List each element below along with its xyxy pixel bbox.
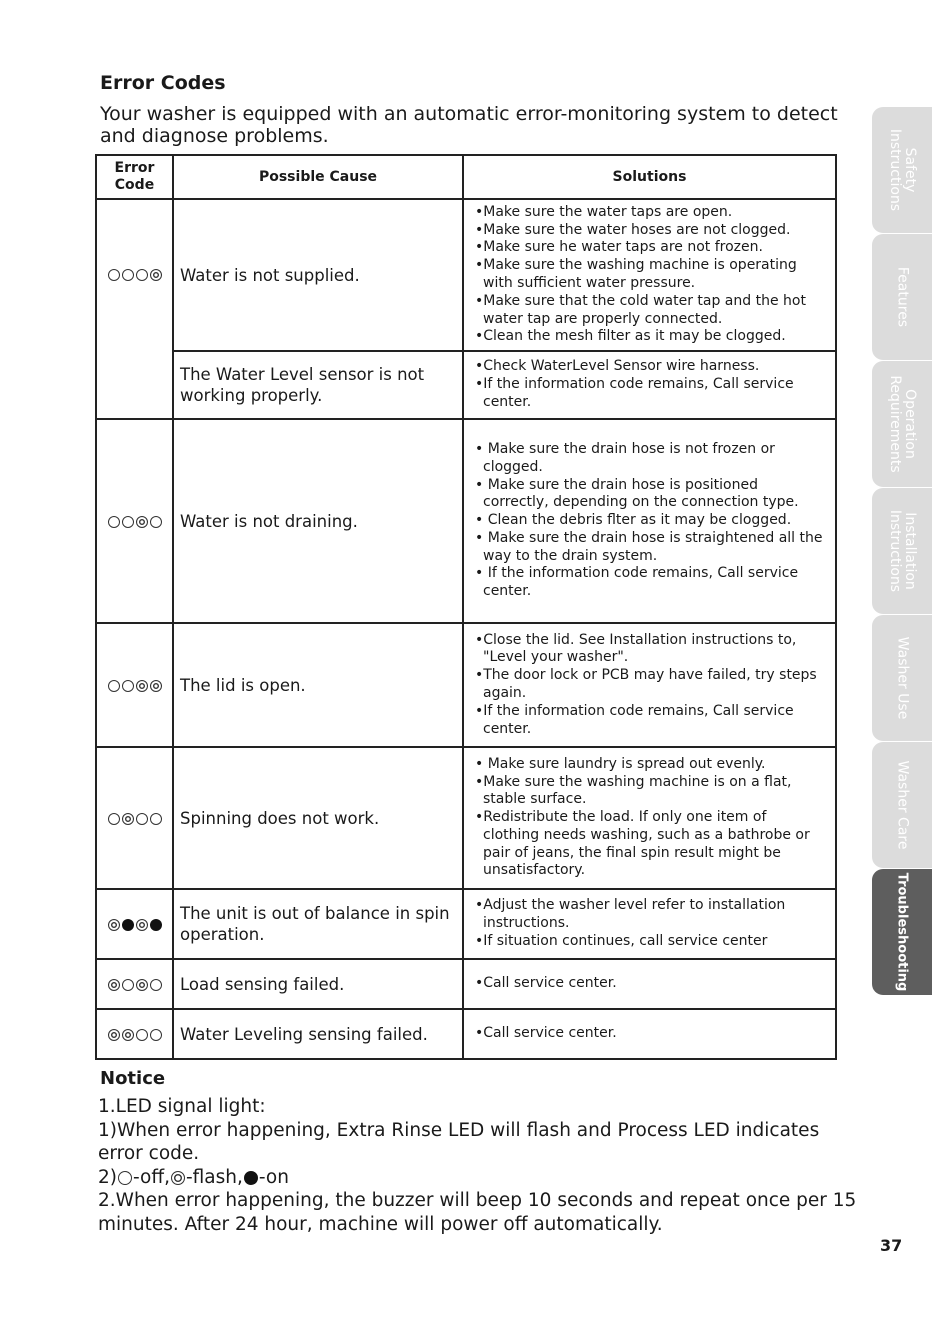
solution-item: •Make sure he water taps are not frozen. [475,239,763,256]
led-flash-icon [122,813,134,825]
solution-item: •If situation continues, call service center [475,932,768,949]
solutions-cell [463,747,836,889]
notice-line-1: 1.LED signal light: [98,1096,266,1117]
led-off-icon [122,979,134,991]
solution-item: •If the information code remains, Call service center. [475,376,794,410]
possible-cause-cell: Water is not supplied. [173,199,463,351]
solution-item: •Make sure the water hoses are not clogged. [475,221,791,238]
solution-item: •The door lock or PCB may have failed, try steps again. [475,667,817,701]
solution-item: •Adjust the washer level refer to installation instructions. [475,897,786,932]
solution-item: •Check WaterLevel Sensor wire harness. [475,358,760,375]
led-on-icon [244,1171,258,1185]
led-flash-icon [171,1171,185,1185]
solution-item: •Make sure the washing machine is operating with sufficient water pressure. [475,257,797,291]
solution-item: •If the information code remains, Call service center. [475,702,794,737]
led-off-icon [136,269,148,281]
side-tab-label: Washer Use [894,636,911,720]
led-flash-icon [136,919,148,931]
notice-line-2: 1)When error happening, Extra Rinse LED will flash and Process LED indicates error code. [98,1119,820,1165]
side-tab-installation-instructions[interactable] [872,488,932,614]
table-row [96,747,836,889]
side-tab-features[interactable] [872,234,932,360]
side-tab-label: Operation Requirements [887,375,918,473]
solution-item: • Make sure laundry is spread out evenly. [475,755,766,772]
error-code-cell [96,199,173,419]
solutions-cell [463,889,836,959]
side-tab-washer-use[interactable] [872,615,932,741]
table-row [96,419,836,623]
side-tab-operation-requirements[interactable] [872,361,932,487]
led-off-icon [150,516,162,528]
solution-item: •Redistribute the load. If only one item of clothing needs washing, such as a bathrobe or pair of jeans, the final spin result might be unsatisfactory. [475,809,810,879]
possible-cause-cell: The lid is open. [173,623,463,747]
solutions-cell [463,419,836,623]
error-code-cell [96,747,173,889]
header-solutions: Solutions [463,155,836,199]
table-row [96,1009,836,1059]
table-row [96,351,836,419]
solution-item: •Clean the mesh filter as it may be clogged. [475,328,786,345]
solution-item: •Make sure the water taps are open. [475,203,733,220]
notice-led-legend: 2) -off, -flash, -on [98,1166,289,1188]
solutions-cell [463,1009,836,1059]
led-off-icon [150,1029,162,1041]
solution-item: •Make sure that the cold water tap and the hot water tap are properly connected. [475,292,806,327]
led-flash-icon [108,1029,120,1041]
side-tab-washer-care[interactable] [872,742,932,868]
solution-item: •Call service center. [475,975,617,992]
led-indicator-group [107,979,163,991]
solution-item: • Make sure the drain hose is positioned correctly, depending on the connection type. [475,476,799,511]
notice-text [98,1095,858,1237]
led-flash-icon [136,680,148,692]
side-navigation-tabs [872,107,932,996]
solution-item: • Make sure the drain hose is straightened all the way to the drain system. [475,529,823,564]
led-flash-icon [108,919,120,931]
led-indicator-group [107,1029,163,1041]
solution-item: •Close the lid. See Installation instructions to, "Level your washer". [475,631,797,666]
led-off-icon [136,813,148,825]
section-title: Error Codes [100,72,226,94]
solution-item: • Make sure the drain hose is not frozen or clogged. [475,440,775,475]
led-off-icon [150,979,162,991]
header-possible-cause: Possible Cause [173,155,463,199]
solutions-cell [463,199,836,351]
led-indicator-group [107,516,163,528]
table-row [96,199,836,351]
notice-title: Notice [100,1068,166,1089]
side-tab-label: Installation Instructions [887,509,918,593]
error-code-cell [96,889,173,959]
side-tab-label: Troubleshooting [894,872,910,992]
possible-cause-cell: The Water Level sensor is not working properly. [173,351,463,419]
error-code-cell [96,623,173,747]
possible-cause-cell: Spinning does not work. [173,747,463,889]
side-tab-label: Safety Instructions [887,128,918,212]
possible-cause-cell: The unit is out of balance in spin operation. [173,889,463,959]
side-tab-label: Features [894,266,911,328]
possible-cause-cell: Water Leveling sensing failed. [173,1009,463,1059]
led-off-icon [150,813,162,825]
page-number: 37 [880,1236,903,1255]
header-error-code: Error Code [96,155,173,199]
possible-cause-cell: Load sensing failed. [173,959,463,1009]
led-off-icon [122,680,134,692]
led-flash-icon [136,516,148,528]
led-indicator-group [107,919,163,931]
table-row [96,959,836,1009]
led-indicator-group [107,813,163,825]
led-off-icon [108,680,120,692]
led-off-icon [108,813,120,825]
led-indicator-group [107,269,163,281]
solution-item: •Make sure the washing machine is on a flat, stable surface. [475,773,792,808]
side-tab-label: Washer Care [894,760,911,850]
side-tab-troubleshooting[interactable] [872,869,932,995]
notice-line-4: 2.When error happening, the buzzer will beep 10 seconds and repeat once per 15 minutes. After 24 hour, machine will power off automatically. [98,1190,857,1235]
led-off-icon [108,269,120,281]
solutions-cell [463,623,836,747]
intro-text: Your washer is equipped with an automatic error-monitoring system to detect and diagnose problems. [100,103,838,147]
error-code-cell [96,1009,173,1059]
led-off-icon [136,1029,148,1041]
led-flash-icon [136,979,148,991]
led-flash-icon [150,269,162,281]
table-body [96,199,836,1059]
led-off-icon [108,516,120,528]
led-off-icon [122,516,134,528]
side-tab-safety-instructions[interactable] [872,107,932,233]
led-indicator-group [107,680,163,692]
table-header-row [96,155,836,199]
led-off-icon [122,269,134,281]
error-code-table [95,154,837,1060]
solution-item: • Clean the debris flter as it may be clogged. [475,512,792,529]
led-on-icon [122,919,134,931]
led-flash-icon [122,1029,134,1041]
led-flash-icon [150,680,162,692]
error-code-cell [96,419,173,623]
possible-cause-cell: Water is not draining. [173,419,463,623]
solution-item: •Call service center. [475,1025,617,1042]
solution-item: • If the information code remains, Call service center. [475,565,799,600]
led-on-icon [150,919,162,931]
solutions-cell [463,351,836,419]
led-flash-icon [108,979,120,991]
led-off-icon [118,1171,132,1185]
table-row [96,623,836,747]
error-code-cell [96,959,173,1009]
solutions-cell [463,959,836,1009]
table-row [96,889,836,959]
